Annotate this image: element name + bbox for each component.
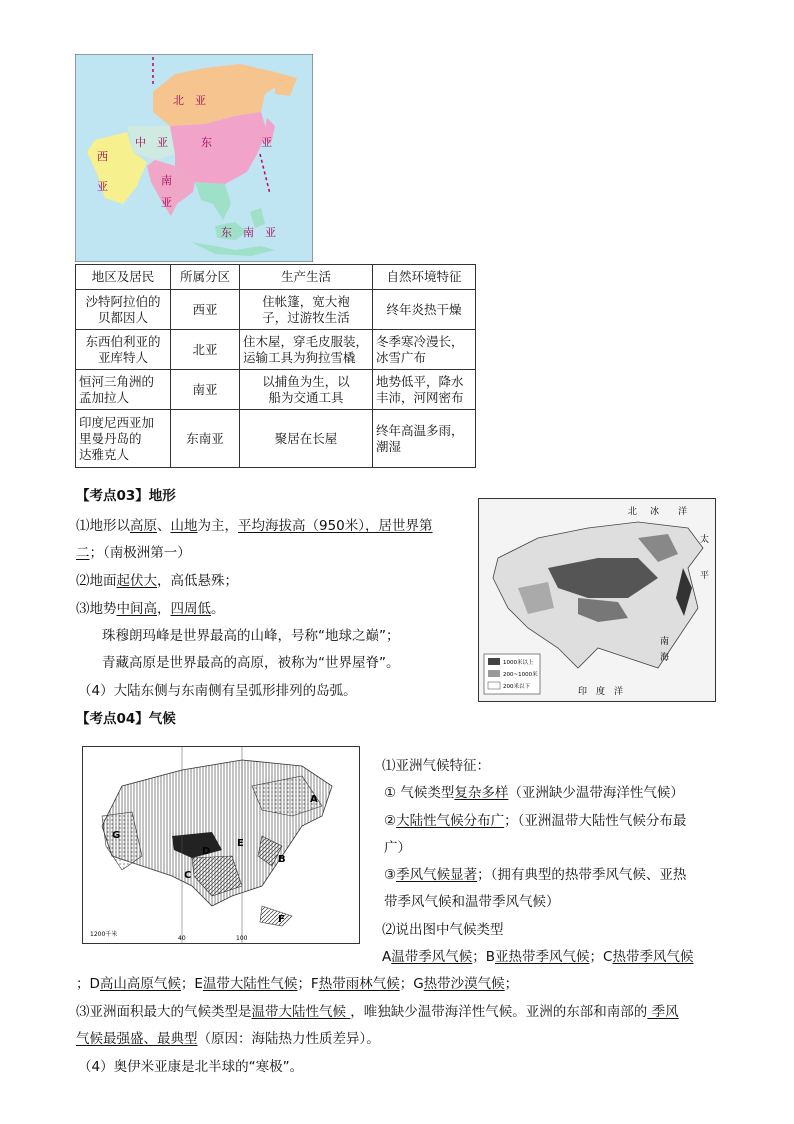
label-east-asia-2: 亚 <box>261 136 272 149</box>
cell-people: 恒河三角洲的 孟加拉人 <box>76 370 171 410</box>
climate-line-11: 气候最强盛、最典型（原因：海陆热力性质差异）。 <box>76 1031 380 1047</box>
climate-line-3: ②大陆性气候分布广；（亚洲温带大陆性气候分布最 <box>384 813 687 829</box>
label-north-asia: 北 亚 <box>173 94 206 107</box>
cell-life: 以捕鱼为生，以 船为交通工具 <box>240 370 373 410</box>
table-header: 自然环境特征 <box>373 265 476 290</box>
terrain-line-7: （4）大陆东侧与东南侧有呈弧形排列的岛弧。 <box>78 683 357 699</box>
terrain-label-hai: 海 <box>660 653 670 663</box>
cell-people: 沙特阿拉伯的 贝都因人 <box>76 290 171 330</box>
table-header: 地区及居民 <box>76 265 171 290</box>
terrain-legend-2: 200~1000米 <box>503 672 538 678</box>
cell-life: 住帐篷，宽大袍 子，过游牧生活 <box>240 290 373 330</box>
cell-region: 南亚 <box>171 370 240 410</box>
climate-label-g: G <box>112 830 121 841</box>
terrain-legend-3: 200米以下 <box>503 684 530 690</box>
cell-region: 西亚 <box>171 290 240 330</box>
table-row <box>76 290 476 330</box>
climate-heading: 【考点04】气候 <box>76 711 176 727</box>
terrain-line-1: ⑴地形以高原、山地为主，平均海拔高（950米），居世界第 <box>76 518 433 534</box>
label-south-asia-2: 亚 <box>161 196 172 209</box>
table-header: 生产生活 <box>240 265 373 290</box>
table-row <box>76 370 476 410</box>
climate-label-a: A <box>310 794 318 805</box>
climate-label-e: E <box>237 838 244 849</box>
terrain-line-3: ⑵地面起伏大，高低悬殊； <box>76 573 238 589</box>
climate-label-d: D <box>202 846 211 857</box>
climate-line-1: ⑴亚洲气候特征： <box>382 758 490 774</box>
climate-label-b: B <box>278 854 286 865</box>
asia-terrain-map <box>478 498 716 702</box>
label-west-asia-2: 亚 <box>97 180 108 193</box>
terrain-label-indian-ocean: 印 度 洋 <box>578 687 624 697</box>
climate-line-12: （4）奥伊米亚康是北半球的“寒极”。 <box>78 1059 304 1075</box>
cell-region: 北亚 <box>171 330 240 370</box>
climate-scale: 1200千米 <box>90 931 118 938</box>
table-header: 所属分区 <box>171 265 240 290</box>
label-east-asia: 东 <box>201 136 212 149</box>
climate-line-7: ⑵说出图中气候类型 <box>382 922 504 938</box>
asia-climate-map <box>82 746 360 944</box>
terrain-label-nan: 南 <box>660 637 670 647</box>
climate-label-f: F <box>278 914 285 925</box>
terrain-heading: 【考点03】地形 <box>76 488 176 504</box>
cell-env: 地势低平，降水 丰沛，河网密布 <box>373 370 476 410</box>
climate-line-6: 带季风气候和温带季风气候） <box>384 894 560 910</box>
cell-region: 东南亚 <box>171 410 240 468</box>
cell-life: 聚居在长屋 <box>240 410 373 468</box>
climate-lon-1: 40 <box>178 935 186 942</box>
cell-life: 住木屋，穿毛皮服装， 运输工具为狗拉雪橇 <box>240 330 373 370</box>
terrain-label-ice: 冰 <box>650 507 660 517</box>
terrain-label-ocean: 洋 <box>678 507 688 517</box>
climate-line-2: ① 气候类型复杂多样（亚洲缺少温带海洋性气候） <box>384 785 684 801</box>
terrain-line-4: ⑶地势中间高，四周低。 <box>76 601 225 617</box>
table-row <box>76 330 476 370</box>
terrain-line-2: 二；（南极洲第一） <box>76 545 191 561</box>
table-row <box>76 410 476 468</box>
asia-region-map <box>75 54 313 262</box>
residents-table <box>75 264 476 468</box>
label-south-asia: 南 <box>161 174 172 187</box>
cell-people: 印度尼西亚加 里曼丹岛的 达雅克人 <box>76 410 171 468</box>
label-west-asia: 西 <box>97 150 108 163</box>
label-central-asia: 中 亚 <box>135 136 168 149</box>
terrain-label-ping: 平 <box>700 571 710 581</box>
climate-label-c: C <box>184 870 192 881</box>
climate-lon-2: 100 <box>236 935 248 942</box>
terrain-line-6: 青藏高原是世界最高的高原，被称为“世界屋脊”。 <box>102 655 400 671</box>
terrain-line-5: 珠穆朗玛峰是世界最高的山峰，号称“地球之巅”； <box>102 628 400 644</box>
cell-people: 东西伯利亚的 亚库特人 <box>76 330 171 370</box>
cell-env: 冬季寒冷漫长， 冰雪广布 <box>373 330 476 370</box>
terrain-label-tai: 太 <box>700 535 710 545</box>
climate-line-9: ；D高山高原气候；E温带大陆性气候；F热带雨林气候；G热带沙漠气候； <box>76 976 519 992</box>
cell-env: 终年炎热干燥 <box>373 290 476 330</box>
label-southeast-asia: 东 南 亚 <box>221 226 276 239</box>
climate-line-10: ⑶亚洲面积最大的气候类型是温带大陆性气候 ，唯独缺少温带海洋性气候。亚洲的东部和南部的 季风 <box>76 1004 679 1020</box>
terrain-legend-1: 1000米以上 <box>503 660 534 666</box>
terrain-label-north: 北 <box>628 507 638 517</box>
climate-line-4: 广） <box>384 840 411 856</box>
table-header-row <box>76 265 476 290</box>
cell-env: 终年高温多雨， 潮湿 <box>373 410 476 468</box>
climate-line-5: ③季风气候显著；（拥有典型的热带季风气候、亚热 <box>384 867 687 883</box>
climate-line-8: A温带季风气候；B亚热带季风气候；C热带季风气候 <box>382 949 694 965</box>
